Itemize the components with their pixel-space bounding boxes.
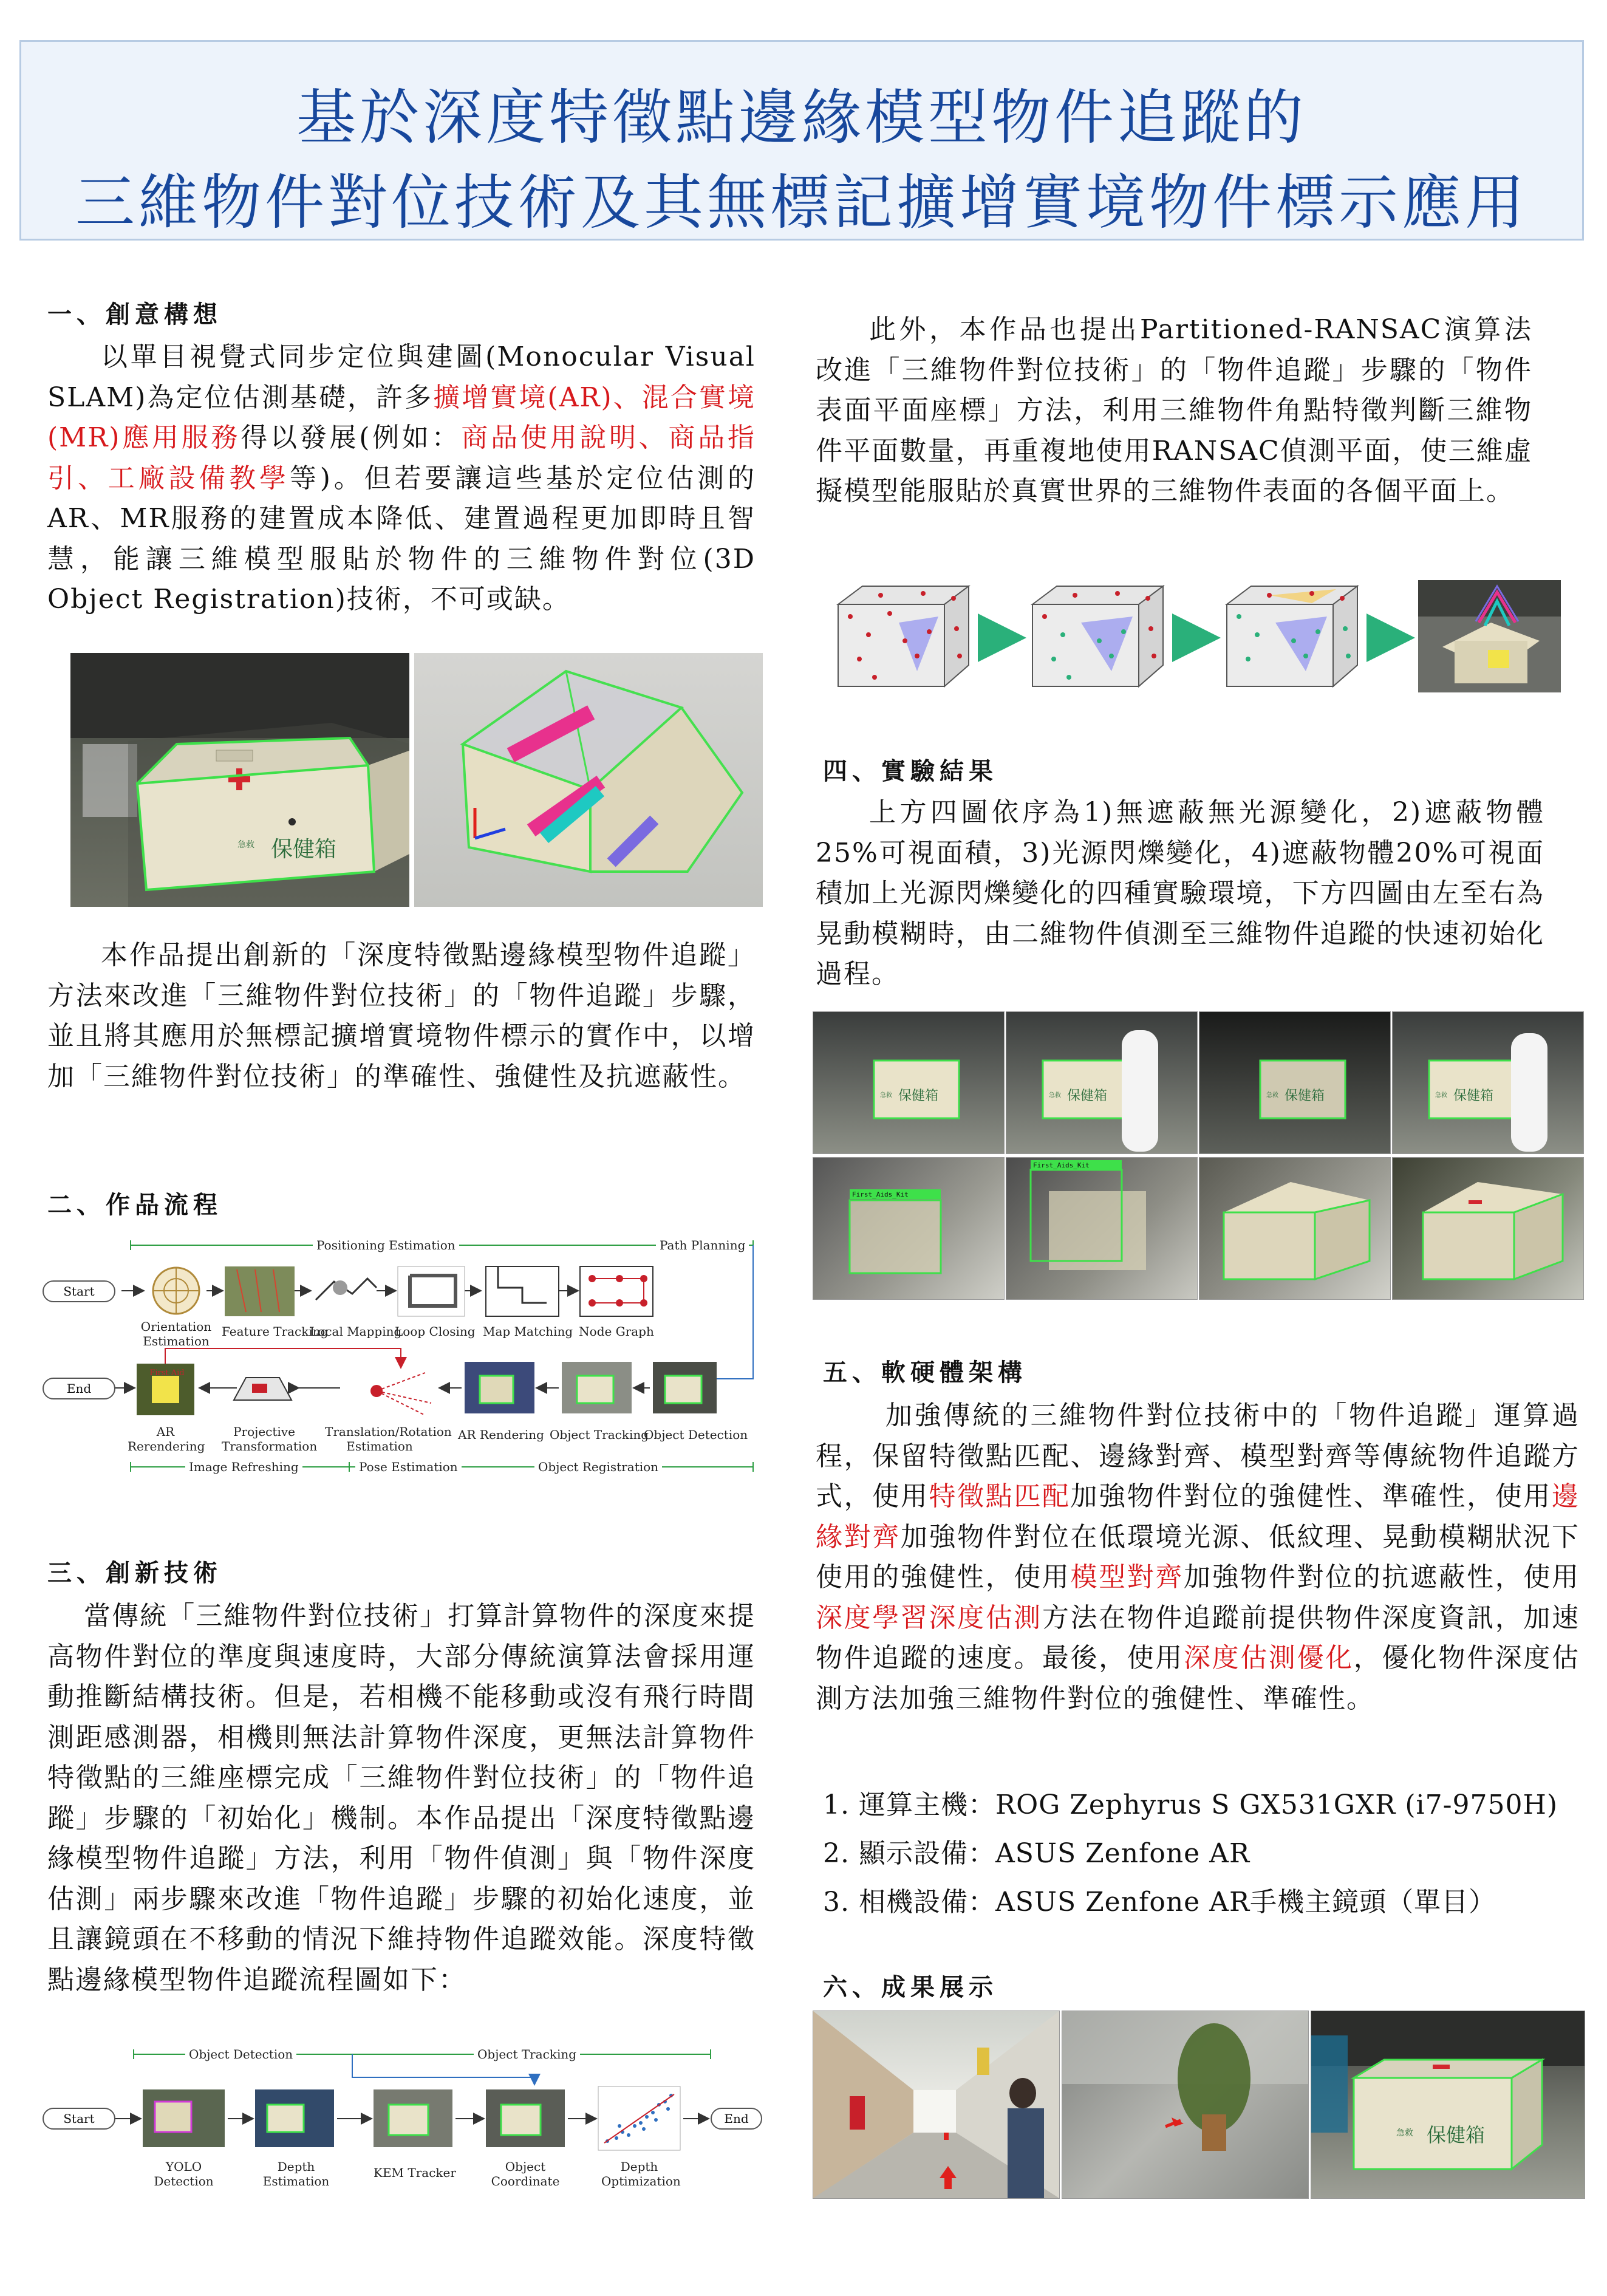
cube-1 [838, 586, 969, 686]
step-kem-tracker: KEM Tracker [374, 2165, 456, 2180]
section5-paragraph-highlight: 邊緣對齊 [816, 1481, 1580, 1553]
blur-image-4 [1392, 1157, 1584, 1300]
step-local-mapping: Local Mapping [310, 1324, 402, 1339]
step-feature-tracking: Feature Tracking [222, 1324, 329, 1339]
section6-heading: 六、成果展示 [823, 1973, 998, 2001]
ransac-steps-figure [832, 580, 1579, 695]
partitioned-ransac-paragraph: 此外，本作品也提出Partitioned-RANSAC演算法改進「三維物件對位技術」的「物件追蹤」步驟的「物件表面平面座標」方法，利用三維物件角點特徵判斷三維物件平面數量，再重複地使用RANSAC偵測平面，使三維虛擬模型能服貼於真實世界的三維物件表面的各個平面上。 [816, 314, 1532, 507]
box-label-text: 保健箱 [1453, 1088, 1494, 1104]
kem-flow-diagram [36, 2041, 765, 2199]
section3-paragraph: 當傳統「三維物件對位技術」打算計算物件的深度來提高物件對位的準度與速度時，大部分傳統演算法會採用運動推斷結構技術。但是，若相機不能移動或沒有飛行時間測距感測器，相機則無法計算物件深度，更無法計算物件特徵點的三維座標完成「三維物件對位技術」的「物件追蹤」步驟的「初始化」機制。本作品提出「深度特徵點邊緣模型物件追蹤」方法，利用「物件偵測」與「物件深度估測」兩步驟來改進「物件追蹤」步驟的初始化速度，並且讓鏡頭在不移動的情況下維持物件追蹤效能。深度特徵點邊緣模型物件追蹤流程圖如下： [47, 1601, 756, 1995]
section1-paragraph-1-text: 以單目視覺式同步定位與建圖(Monocular Visual SLAM)為定位估測基礎，許多 [47, 341, 756, 413]
box-sublabel-text: 急救 [1266, 1092, 1278, 1099]
detect-tag-text: First_Aids_Kit [852, 1191, 909, 1198]
section5-paragraph-highlight: 深度學習深度估測 [816, 1602, 1042, 1633]
section5-paragraph-text: 加強物件對位的抗遮蔽性，使用 [1184, 1562, 1580, 1593]
step-orientation-estimation: Orientation Estimation [140, 1319, 212, 1348]
section5-paragraph-highlight: 深度估測優化 [1184, 1642, 1354, 1673]
spec-camera-device: 3. 相機設備：ASUS Zenfone AR手機主鏡頭（單目） [823, 1887, 1496, 1918]
demo-ar-box-image [1311, 2011, 1585, 2199]
spec-display-device: 2. 顯示設備：ASUS Zenfone AR [823, 1838, 1250, 1869]
kem-flow-end: End [711, 2108, 762, 2130]
section5-paragraph-text: 方法在物件追蹤前提供物件深度資訊，加速物件追蹤的速度。最後，使用 [816, 1602, 1580, 1673]
segment-positioning-estimation: Positioning Estimation [313, 1238, 459, 1252]
section3-heading: 三、創新技術 [47, 1559, 222, 1587]
step-object-detection: Object Detection [644, 1427, 748, 1442]
box-label-text: 保健箱 [898, 1088, 939, 1104]
box-label-text: 保健箱 [1067, 1088, 1108, 1104]
section5-paragraph-text: 加強物件對位的強健性、準確性，使用 [1070, 1481, 1552, 1512]
detect-tag-text: First_Aids_Kit [1033, 1161, 1090, 1169]
step-node-graph: Node Graph [579, 1324, 654, 1339]
title-line-2: 三維物件對位技術及其無標記擴增實境物件標示應用 [75, 168, 1528, 237]
section2-heading: 二、作品流程 [47, 1191, 222, 1219]
experiment-results-grid [813, 1011, 1584, 1300]
title-line-1: 基於深度特徵點邊緣模型物件追蹤的 [296, 83, 1307, 152]
experiment-image-4 [1392, 1011, 1584, 1154]
kem-flow-start: Start [43, 2108, 115, 2130]
section1-paragraph-1 [47, 337, 756, 620]
experiment-image-1 [813, 1011, 1005, 1154]
box-sublabel-text: 急救 [1049, 1092, 1061, 1099]
step-object-tracking: Object Tracking [550, 1427, 649, 1442]
blur-image-2 [1006, 1157, 1198, 1300]
box-sublabel-text: 急救 [1435, 1092, 1447, 1099]
box-label-text: 保健箱 [271, 837, 337, 862]
section5-paragraph-text: 加強傳統的三維物件對位技術中的「物件追蹤」運算過程，保留特徵點匹配、邊緣對齊、模型對齊等傳統物件追蹤方式，使用 [816, 1400, 1580, 1512]
step-yolo-detection: YOLO Detection [154, 2159, 214, 2188]
experiment-image-2 [1006, 1011, 1198, 1154]
segment-pose-estimation: Pose Estimation [355, 1460, 462, 1474]
spec-compute-host: 1. 運算主機：ROG Zephyrus S GX531GXR (i7-9750H) [823, 1789, 1558, 1820]
flow-end: End [43, 1378, 115, 1399]
first-aid-icon: First Aid [149, 1368, 185, 1378]
box-sublabel-text: 急救 [1396, 2128, 1413, 2138]
section4-paragraph: 上方四圖依序為1)無遮蔽無光源變化，2)遮蔽物體25%可視面積，3)光源閃爍變化，4)遮蔽物體20%可視面積加上光源閃爍變化的四種實驗環境，下方四圖由左至右為晃動模糊時，由二維物件偵測至三維物件追蹤的快速初始化過程。 [816, 797, 1544, 989]
section5-paragraph-text: 加強物件對位在低環境光源、低紋理、晃動模糊狀況下使用的強健性，使用 [816, 1521, 1580, 1593]
section5-paragraph-text: ，優化物件深度估測方法加強三維物件對位的強健性、準確性。 [816, 1642, 1580, 1714]
blur-image-1 [813, 1157, 1005, 1300]
segment-object-registration: Object Registration [534, 1460, 662, 1474]
first-aid-box-photo [70, 653, 409, 907]
section1-heading: 一、創意構想 [47, 300, 222, 329]
section5-paragraph-highlight: 特徵點匹配 [929, 1481, 1071, 1512]
title-banner [19, 40, 1584, 241]
box-sublabel-text: 急救 [880, 1092, 892, 1099]
section5-heading: 五、軟硬體架構 [823, 1358, 1027, 1387]
step-ar-rerendering: AR Rerendering [128, 1424, 205, 1454]
segment-path-planning: Path Planning [656, 1238, 749, 1252]
step-object-coordinate: Object Coordinate [491, 2159, 560, 2188]
step-depth-estimation: Depth Estimation [262, 2159, 330, 2188]
box-label-text: 保健箱 [1427, 2123, 1486, 2147]
step-translation-rotation-estimation: Translation/Rotation Estimation [325, 1424, 452, 1454]
segment-object-detection: Object Detection [185, 2047, 296, 2062]
section1-paragraph-1-highlight: 商品使用說明、商品指引、工廠設備教學 [47, 422, 756, 494]
section5-paragraph [816, 1396, 1580, 1719]
work-flow-diagram [36, 1227, 765, 1506]
box-label-text: 保健箱 [1285, 1088, 1325, 1104]
section1-paragraph-2: 本作品提出創新的「深度特徵點邊緣模型物件追蹤」方法來改進「三維物件對位技術」的「物件追蹤」步驟，並且將其應用於無標記擴增實境物件標示的實作中，以增加「三維物件對位技術」的準確性、強健性及抗遮蔽性。 [47, 940, 756, 1092]
demo-images [813, 2011, 1584, 2199]
demo-corridor-image [813, 2011, 1060, 2199]
demo-floor-image [1062, 2011, 1309, 2199]
section4-heading: 四、實驗結果 [823, 757, 998, 785]
step-ar-rendering: AR Rendering [458, 1427, 544, 1442]
section1-paragraph-1-text: 得以發展(例如： [241, 422, 462, 453]
box-sublabel-text: 急救 [237, 840, 254, 850]
step-loop-closing: Loop Closing [395, 1324, 476, 1339]
blur-image-3 [1199, 1157, 1391, 1300]
step-projective-transformation: Projective Transformation [222, 1424, 318, 1454]
step-map-matching: Map Matching [483, 1324, 573, 1339]
step-depth-optimization: Depth Optimization [601, 2159, 681, 2188]
section5-paragraph-highlight: 模型對齊 [1070, 1562, 1184, 1593]
ar-wireframe-photo [414, 653, 763, 907]
experiment-image-3 [1199, 1011, 1391, 1154]
segment-object-tracking: Object Tracking [474, 2047, 580, 2062]
section1-paragraph-1-highlight: 擴增實境(AR)、混合實境(MR)應用服務 [47, 381, 756, 453]
segment-image-refreshing: Image Refreshing [185, 1460, 302, 1474]
flow-start: Start [43, 1280, 115, 1302]
section1-paragraph-1-text: 等)。但若要讓這些基於定位估測的AR、MR服務的建置成本降低、建置過程更加即時且智慧，能讓三維模型服貼於物件的三維物件對位(3D Object Registration)技術，不可或缺。 [47, 462, 756, 615]
